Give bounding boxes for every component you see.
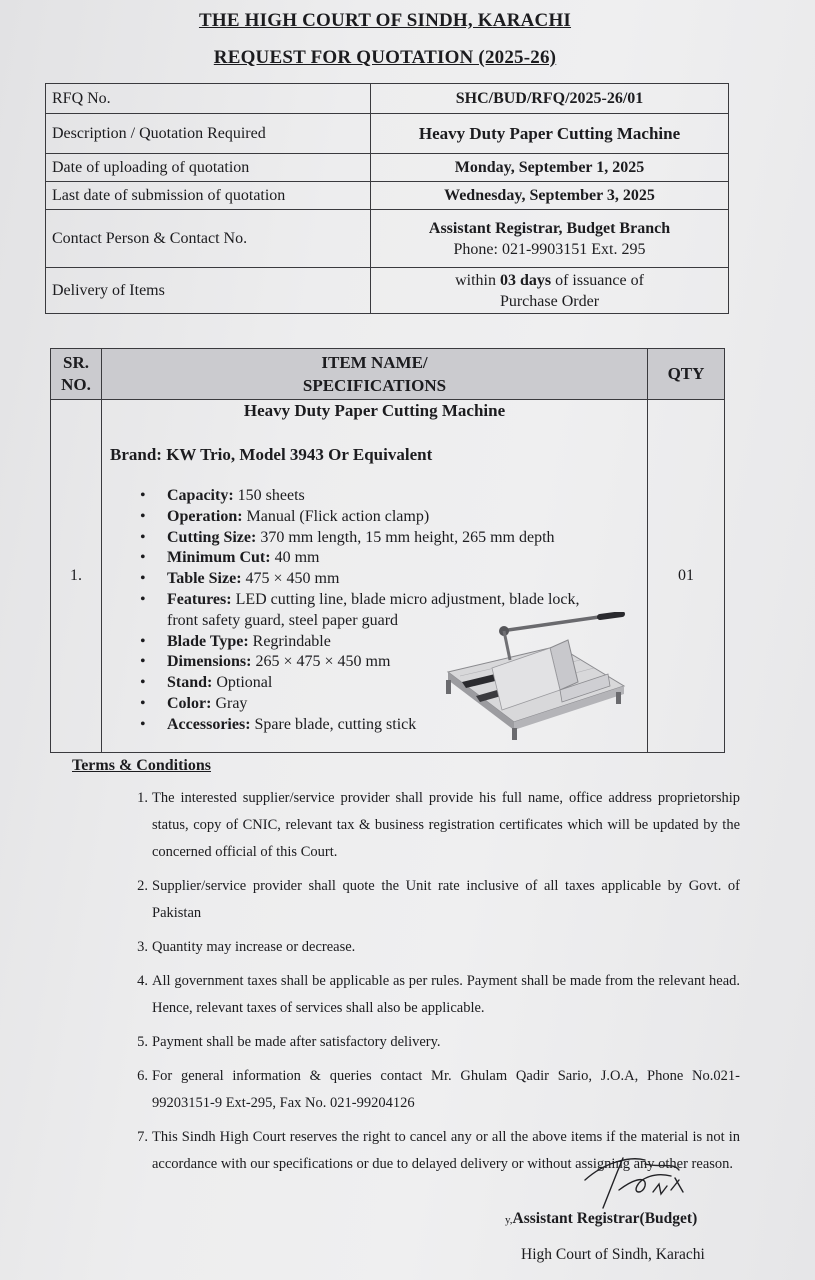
item-sr: 1. (51, 400, 102, 753)
terms-text: For general information & queries contact Mr. Ghulam Qadir Sario, J.O.A, Phone No.021-99203151-9 Ext-295, Fax No. 021-99204126 (152, 1068, 740, 1111)
terms-item (120, 934, 740, 961)
spec-value: 150 sheets (237, 487, 305, 504)
item-row (51, 400, 725, 753)
spec-value-continued: front safety guard, steel paper guard (167, 611, 399, 629)
delivery-line2: Purchase Order (499, 292, 600, 310)
spec-item (110, 507, 579, 528)
spec-item (110, 528, 579, 549)
terms-item (120, 968, 740, 1022)
contact-value (371, 210, 729, 268)
spec-label: Dimensions: (167, 653, 252, 671)
last-date-label: Last date of submission of quotation (46, 182, 371, 210)
signatory-prefix: y, (505, 1214, 513, 1226)
spec-value: Regrindable (252, 632, 331, 650)
delivery-row (46, 268, 729, 314)
terms-text: Supplier/service provider shall quote the Unit rate inclusive of all taxes applicable by Govt. of Pakistan (152, 878, 740, 921)
terms-text: Payment shall be made after satisfactory delivery. (152, 1034, 441, 1050)
spec-value: 475 × 450 mm (245, 570, 340, 588)
items-header-row (51, 349, 725, 400)
upload-date-row (46, 154, 729, 182)
description-label: Description / Quotation Required (46, 114, 371, 154)
terms-item (120, 1029, 740, 1056)
spec-label: Features: (167, 590, 232, 608)
terms-heading: Terms & Conditions (72, 757, 211, 774)
last-date-value: Wednesday, September 3, 2025 (371, 182, 729, 210)
contact-phone: Phone: 021-9903151 Ext. 295 (453, 240, 646, 258)
terms-num: 7. (137, 1129, 148, 1145)
spec-label: Cutting Size: (167, 528, 257, 546)
spec-label: Color: (167, 694, 212, 712)
rfq-info-table (45, 83, 729, 314)
rfq-no-value: SHC/BUD/RFQ/2025-26/01 (371, 84, 729, 114)
spec-value: Gray (215, 694, 248, 712)
contact-row (46, 210, 729, 268)
delivery-label: Delivery of Items (46, 268, 371, 314)
rfq-no-label: RFQ No. (46, 84, 371, 114)
terms-num: 5. (137, 1034, 148, 1050)
terms-item (120, 873, 740, 927)
signatory-org: High Court of Sindh, Karachi (521, 1246, 705, 1263)
spec-label: Minimum Cut: (167, 549, 271, 567)
court-title: THE HIGH COURT OF SINDH, KARACHI (198, 10, 572, 31)
delivery-line1 (377, 270, 722, 291)
spec-label: Stand: (167, 674, 213, 692)
terms-num: 3. (137, 939, 148, 955)
col-qty-header: QTY (648, 349, 725, 400)
paper-cutter-image (440, 612, 630, 747)
item-spec-cell (102, 400, 648, 753)
rfq-no-row (46, 84, 729, 114)
item-name: Heavy Duty Paper Cutting Machine (243, 401, 506, 420)
col-item-line2: SPECIFICATIONS (302, 376, 447, 395)
terms-list (120, 785, 740, 1185)
spec-value: Spare blade, cutting stick (254, 715, 417, 733)
col-item-line1: ITEM NAME/ (321, 353, 428, 372)
upload-date-label: Date of uploading of quotation (46, 154, 371, 182)
spec-value: 265 × 475 × 450 mm (255, 653, 391, 671)
terms-item (120, 1063, 740, 1117)
delivery-value (371, 268, 729, 314)
contact-person: Assistant Registrar, Budget Branch (428, 219, 671, 237)
description-row (46, 114, 729, 154)
spec-label: Accessories: (167, 715, 251, 733)
spec-item (110, 548, 579, 569)
col-sr-header (51, 349, 102, 400)
upload-date-value: Monday, September 1, 2025 (371, 154, 729, 182)
terms-text: All government taxes shall be applicable as per rules. Payment shall be made from the relevant head. Hence, relevant taxes of services shall also be applicable. (152, 973, 740, 1016)
delivery-prefix: within (455, 271, 496, 289)
spec-value: 40 mm (274, 549, 320, 567)
terms-num: 1. (137, 790, 148, 806)
signatory-title (505, 1210, 697, 1228)
item-qty: 01 (648, 400, 725, 753)
terms-num: 2. (137, 878, 148, 894)
col-sr-line1: SR. (63, 353, 89, 372)
terms-num: 4. (137, 973, 148, 989)
spec-item (110, 486, 579, 507)
spec-label: Operation: (167, 507, 243, 525)
spec-value: Optional (216, 674, 273, 692)
spec-label: Capacity: (167, 487, 234, 504)
terms-text: This Sindh High Court reserves the right to cancel any or all the above items if the material is not in accordance with our specifications or due to delayed delivery or without assigning any other reason. (152, 1129, 740, 1172)
spec-label: Blade Type: (167, 632, 249, 650)
delivery-days: 03 days (499, 271, 552, 289)
terms-num: 6. (137, 1068, 148, 1084)
terms-text: Quantity may increase or decrease. (152, 939, 356, 955)
terms-item (120, 785, 740, 866)
terms-text: The interested supplier/service provider shall provide his full name, office address proprietorship status, copy of CNIC, relevant tax & business registration certificates which will be updated by the concerned official of this Court. (152, 790, 740, 860)
spec-item (110, 569, 579, 590)
col-item-header (102, 349, 648, 400)
spec-item (110, 590, 579, 611)
signatory-name: Assistant Registrar(Budget) (512, 1210, 698, 1227)
item-brand: Brand: KW Trio, Model 3943 Or Equivalent (110, 445, 433, 464)
description-value: Heavy Duty Paper Cutting Machine (371, 114, 729, 154)
handwritten-signature (575, 1150, 695, 1210)
col-sr-line2: NO. (61, 375, 91, 394)
items-table (50, 348, 725, 753)
delivery-suffix: of issuance of (555, 271, 644, 289)
spec-value: 370 mm length, 15 mm height, 265 mm depth (260, 528, 555, 546)
spec-value: Manual (Flick action clamp) (246, 507, 430, 525)
contact-label: Contact Person & Contact No. (46, 210, 371, 268)
last-date-row (46, 182, 729, 210)
rfq-title: REQUEST FOR QUOTATION (2025-26) (213, 47, 557, 68)
spec-value: LED cutting line, blade micro adjustment, blade lock, (235, 590, 580, 608)
spec-label: Table Size: (167, 570, 242, 588)
